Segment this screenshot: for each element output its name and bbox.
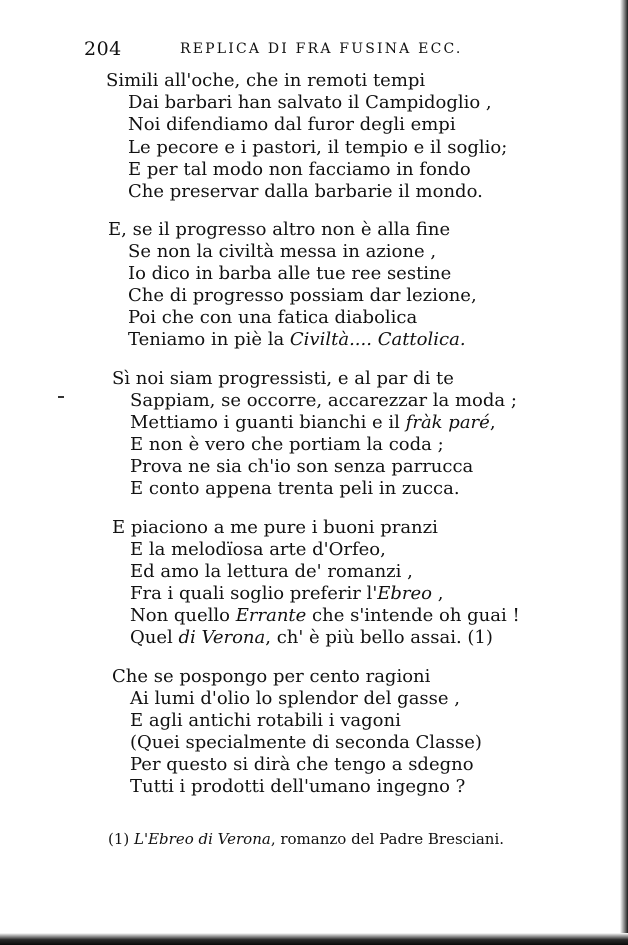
page-number: 204 xyxy=(84,38,122,60)
verse-punct: , xyxy=(432,583,444,604)
footnote-text: , romanzo del Padre Bresciani. xyxy=(270,830,505,848)
verse-line: E conto appena trenta peli in zucca. xyxy=(130,478,460,499)
verse-line: E per tal modo non facciamo in fondo xyxy=(128,159,471,180)
verse-line: Sappiam, se occorre, accarezzar la moda ; xyxy=(130,390,517,411)
verse-line: E non è vero che portiam la coda ; xyxy=(130,434,444,455)
verse-text: Quel xyxy=(130,627,179,648)
verse-text: Non quello xyxy=(130,605,236,626)
verse-line: Poi che con una fatica diabolica xyxy=(128,307,418,328)
footnote-title: L'Ebreo di Verona xyxy=(134,830,271,848)
verse-line: E la melodïosa arte d'Orfeo, xyxy=(130,539,386,560)
verse-line: Le pecore e i pastori, il tempio e il soglio; xyxy=(128,137,508,158)
verse-line: Che preservar dalla barbarie il mondo. xyxy=(128,181,483,202)
verse-punct: , xyxy=(489,412,496,433)
verse-line: Ai lumi d'olio lo splendor del gasse , xyxy=(130,688,460,709)
verse-line: Prova ne sia ch'io son senza parrucca xyxy=(130,456,474,477)
verse-text: , ch' è più bello assai. (1) xyxy=(265,627,493,648)
verse-line: Sì noi siam progressisti, e al par di te xyxy=(112,368,454,389)
verse-line: E, se il progresso altro non è alla fine xyxy=(108,219,451,240)
italic-title: Errante xyxy=(235,605,307,626)
italic-phrase: fràk paré xyxy=(405,412,490,433)
verse-line: Dai barbari han salvato il Campidoglio , xyxy=(128,92,492,113)
verse-line: Ed amo la lettura de' romanzi , xyxy=(130,561,413,582)
verse-text: che s'intende oh guai ! xyxy=(306,605,520,626)
italic-title: Civiltà.... Cattolica. xyxy=(289,329,466,350)
verse-line: Io dico in barba alle tue ree sestine xyxy=(128,263,452,284)
verse-line: Per questo si dirà che tengo a sdegno xyxy=(130,754,474,775)
footnote xyxy=(108,830,504,848)
verse-line: Simili all'oche, che in remoti tempi xyxy=(106,70,426,91)
verse-line: Tutti i prodotti dell'umano ingegno ? xyxy=(130,776,466,797)
footnote-marker: (1) xyxy=(108,830,135,848)
verse-line: Noi difendiamo dal furor degli empi xyxy=(128,114,456,135)
verse-line: Se non la civiltà messa in azione , xyxy=(128,241,437,262)
verse-text: Fra i quali soglio preferir l' xyxy=(130,583,378,604)
page-header xyxy=(84,38,524,62)
verse-text: Mettiamo i guanti bianchi e il xyxy=(130,412,406,433)
verse-line: (Quei specialmente di seconda Classe) xyxy=(130,732,482,753)
verse-line xyxy=(130,605,520,627)
italic-title: Ebreo xyxy=(377,583,433,604)
verse-line: E piaciono a me pure i buoni pranzi xyxy=(112,517,438,538)
running-head: REPLICA DI FRA FUSINA ECC. xyxy=(180,41,463,57)
verse-line xyxy=(130,627,493,649)
verse-line: Che di progresso possiam dar lezione, xyxy=(128,285,477,306)
verse-line xyxy=(130,412,496,434)
page-bottom-shadow xyxy=(0,933,628,945)
italic-title: di Verona xyxy=(178,627,266,648)
margin-mark xyxy=(58,396,64,398)
verse-line xyxy=(130,583,443,605)
verse-text: Teniamo in piè la xyxy=(128,329,290,350)
verse-line xyxy=(128,329,466,351)
verse-line: Che se pospongo per cento ragioni xyxy=(112,666,431,687)
page-edge-shadow xyxy=(620,0,628,945)
verse-line: E agli antichi rotabili i vagoni xyxy=(130,710,401,731)
